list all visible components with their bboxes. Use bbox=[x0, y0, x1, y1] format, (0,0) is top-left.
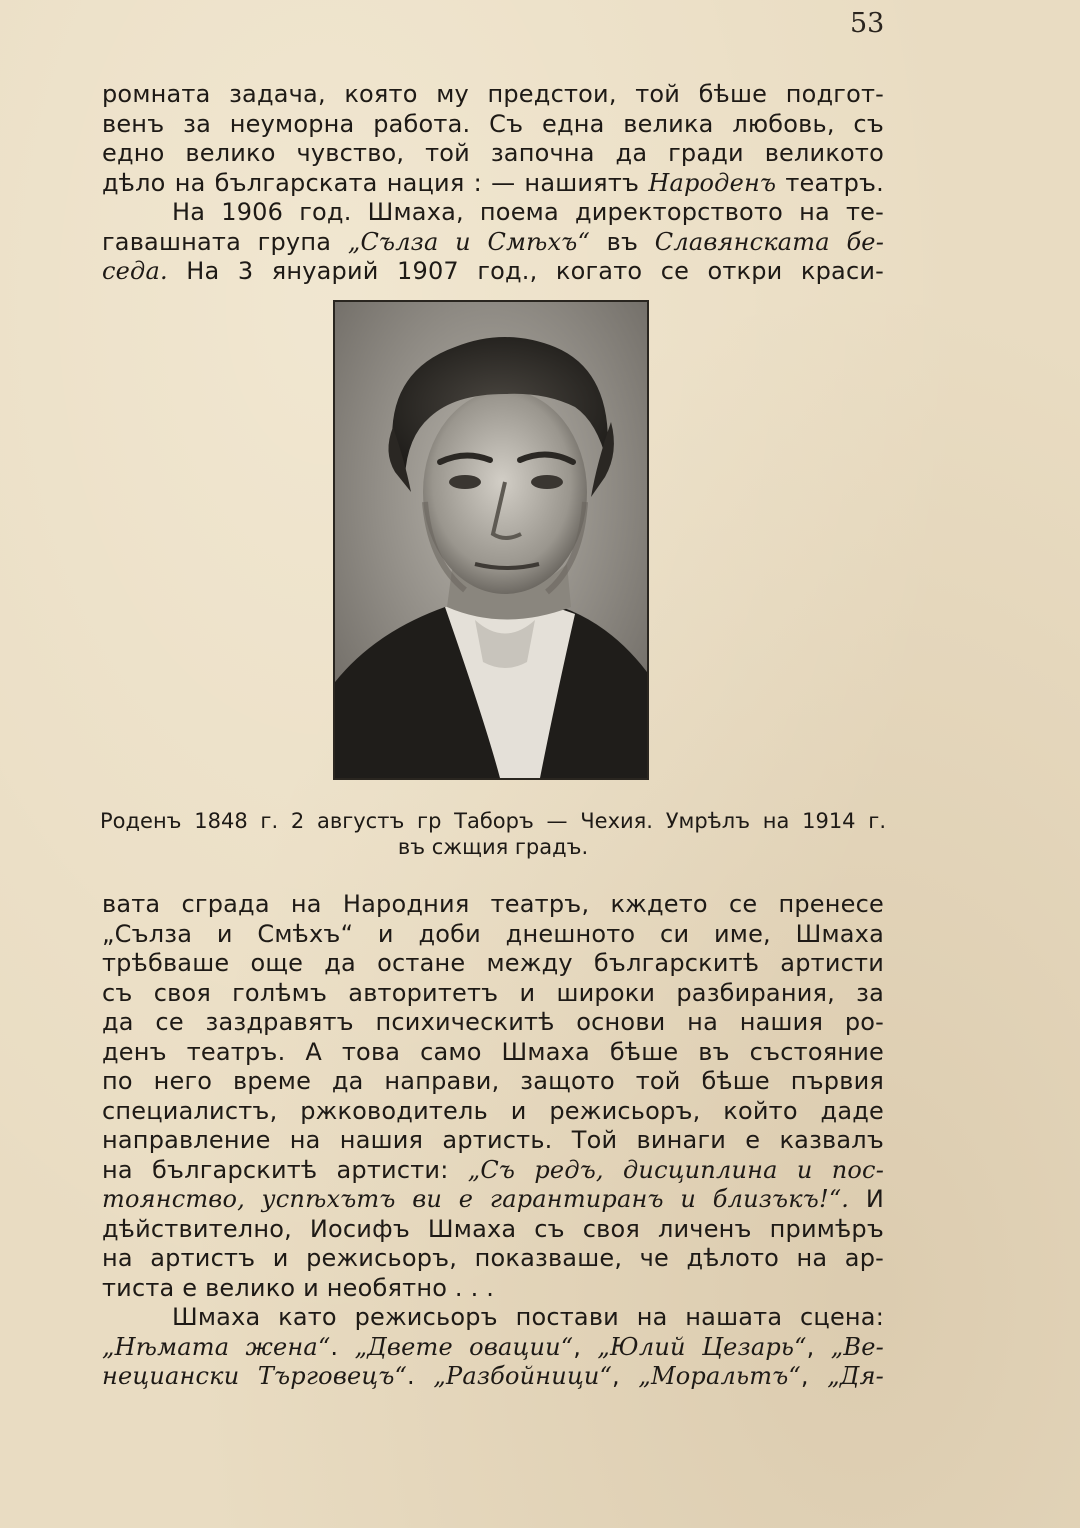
text-line: венъ за неуморна работа. Съ една велика любовь, съ bbox=[102, 109, 884, 138]
italic-title: „Ве- bbox=[830, 1332, 884, 1361]
italic-title: „Моральтъ“ bbox=[638, 1362, 801, 1390]
text-line bbox=[102, 1362, 884, 1392]
text-line bbox=[102, 228, 884, 258]
text-fragment: . bbox=[407, 1362, 434, 1390]
photo-caption bbox=[100, 808, 886, 860]
text-fragment: театръ. bbox=[776, 168, 884, 197]
text-fragment: На 3 януарий 1907 год., когато се откри краси- bbox=[167, 257, 884, 285]
italic-title: Славянската бе- bbox=[654, 227, 884, 256]
text-line: да се заздравятъ психическитѣ основи на нашия ро- bbox=[102, 1008, 884, 1036]
text-fragment: , bbox=[573, 1332, 598, 1361]
text-fragment: . bbox=[330, 1332, 355, 1361]
italic-title: нециански Търговецъ“ bbox=[102, 1362, 407, 1390]
text-line: вата сграда на Народния театръ, кждето се пренесе bbox=[102, 890, 884, 918]
portrait-photo bbox=[333, 300, 649, 780]
italic-title: седа. bbox=[102, 257, 168, 285]
text-line: съ своя голѣмъ авторитетъ и широки разбирания, за bbox=[102, 978, 884, 1007]
text-line: На 1906 год. Шмаха, поема директорството на те- bbox=[172, 198, 884, 226]
text-line: на артистъ и режисьоръ, показваше, че дѣлото на ар- bbox=[102, 1244, 884, 1272]
top-text-block bbox=[102, 80, 884, 287]
text-line: специалистъ, ржководитель и режисьоръ, който даде bbox=[102, 1096, 884, 1125]
text-fragment: дѣло на българската нация : — нашиятъ bbox=[102, 168, 649, 197]
text-line bbox=[102, 1156, 884, 1186]
caption-line: въ сжщия градъ. bbox=[397, 835, 589, 859]
italic-title: „Нѣмата жена“ bbox=[102, 1332, 331, 1361]
text-line: „Сълза и Смѣхъ“ и доби днешното си име, Шмаха bbox=[102, 919, 884, 948]
text-fragment: на българскитѣ артисти: bbox=[102, 1155, 468, 1184]
text-line: едно велико чувство, той започна да гради великото bbox=[102, 139, 884, 167]
text-line: тиста е велико и необятно . . . bbox=[102, 1273, 495, 1302]
text-line bbox=[102, 1185, 884, 1215]
italic-title: Народенъ bbox=[648, 168, 777, 197]
text-fragment: въ bbox=[589, 227, 655, 256]
text-line: ромната задача, която му предстои, той бѣше подгот- bbox=[102, 80, 884, 108]
text-line bbox=[102, 1333, 884, 1363]
text-fragment: , bbox=[800, 1362, 828, 1390]
italic-title: „Разбойници“ bbox=[433, 1362, 613, 1390]
italic-title: „Сълза и Смѣхъ“ bbox=[347, 227, 590, 256]
text-line bbox=[102, 257, 884, 287]
italic-title: „Двете овации“ bbox=[354, 1332, 574, 1361]
text-line: Шмаха като режисьоръ постави на нашата сцена: bbox=[172, 1303, 884, 1331]
text-fragment: , bbox=[806, 1332, 831, 1361]
text-line bbox=[102, 169, 884, 199]
text-line: дѣйствително, Иосифъ Шмаха съ своя личенъ примѣръ bbox=[102, 1214, 884, 1243]
bottom-text-block bbox=[102, 890, 884, 1392]
italic-quote: тоянство, успѣхътъ ви е гарантиранъ и близъкъ!“. bbox=[102, 1185, 850, 1213]
italic-title: „Дя- bbox=[827, 1362, 884, 1390]
page-number: 53 bbox=[850, 8, 885, 39]
text-line: по него време да направи, защото той бѣше първия bbox=[102, 1067, 884, 1095]
text-line: денъ театръ. А това само Шмаха бѣше въ състояние bbox=[102, 1037, 884, 1066]
portrait-illustration bbox=[335, 302, 647, 778]
italic-title: „Юлий Цезарь“ bbox=[597, 1332, 807, 1361]
caption-line: Роденъ 1848 г. 2 августъ гр Таборъ — Чехия. Умрѣлъ на 1914 г. bbox=[100, 809, 886, 833]
italic-quote: „Съ редъ, дисциплина и пос- bbox=[467, 1155, 885, 1184]
text-fragment: , bbox=[612, 1362, 639, 1390]
text-fragment: гавашната група bbox=[102, 227, 348, 256]
text-fragment: И bbox=[849, 1185, 884, 1213]
text-line: направление на нашия артисть. Той винаги е казвалъ bbox=[102, 1126, 884, 1154]
text-line: трѣбваше още да остане между българскитѣ артисти bbox=[102, 949, 884, 977]
